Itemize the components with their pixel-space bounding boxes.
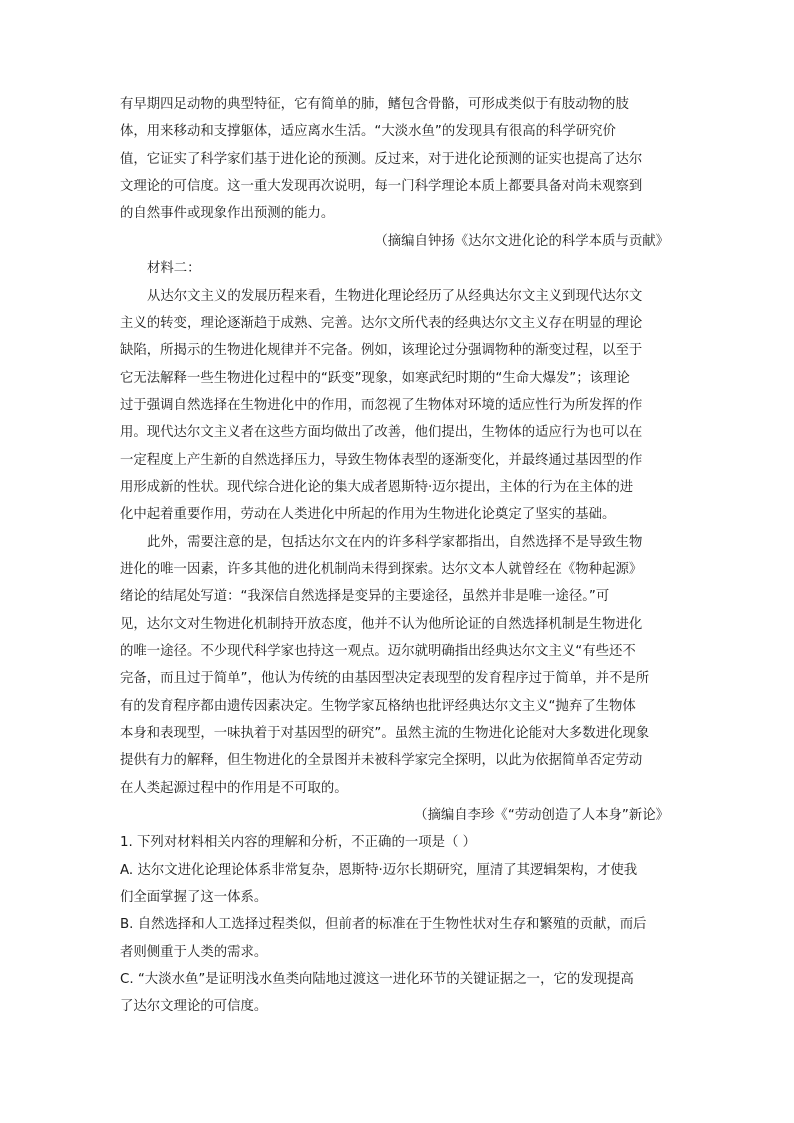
question-stem: 1. 下列对材料相关内容的理解和分析，不正确的一项是（ ） — [120, 835, 477, 850]
paragraph3-line: 见，达尔文对生物进化机制持开放态度，他并不认为他所论证的自然选择机制是生物进化 — [120, 617, 643, 632]
option-a-line: 们全面掌握了这一体系。 — [120, 890, 268, 905]
paragraph2-line: 一定程度上产生新的自然选择压力，导致生物体表型的逐渐变化，并最终通过基因型的作 — [120, 453, 643, 468]
passage1-line: 值，它证实了科学家们基于进化论的预测。反过来，对于进化论预测的证实也提高了达尔 — [120, 152, 643, 167]
passage1-line: 体，用来移动和支撑躯体，适应离水生活。“大淡水鱼”的发现具有很高的科学研究价 — [120, 124, 616, 139]
paragraph3-line: 在人类起源过程中的作用是不可取的。 — [120, 781, 348, 796]
paragraph2-line: 化中起着重要作用，劳动在人类进化中所起的作用为生物进化论奠定了坚实的基础。 — [120, 507, 616, 522]
paragraph2-line: 从达尔文主义的发展历程来看，生物进化理论经历了从经典达尔文主义到现代达尔文 — [147, 289, 643, 304]
paragraph3-line: 此外，需要注意的是，包括达尔文在内的许多科学家都指出，自然选择不是导致生物 — [147, 535, 643, 550]
paragraph2-line: 它无法解释一些生物进化过程中的“跃变”现象，如寒武纪时期的“生命大爆发”；该理论 — [120, 371, 630, 386]
option-a-line: A. 达尔文进化论理论体系非常复杂，恩斯特·迈尔长期研究，厘清了其逻辑架构，才使我 — [120, 863, 638, 878]
option-b-line: B. 自然选择和人工选择过程类似，但前者的标准在于生物性状对生存和繁殖的贡献，而后 — [120, 917, 647, 932]
paragraph3-line: 提供有力的解释，但生物进化的全景图并未被科学家完全探明，以此为依据简单否定劳动 — [120, 753, 643, 768]
passage1-line: 的自然事件或现象作出预测的能力。 — [120, 206, 335, 221]
paragraph3-line: 本身和表现型，一味执着于对基因型的研究”。虽然主流的生物进化论能对大多数进化现象 — [120, 726, 650, 741]
paragraph2-line: 缺陷，所揭示的生物进化规律并不完备。例如，该理论过分强调物种的渐变过程，以至于 — [120, 343, 643, 358]
passage1-line: 文理论的可信度。这一重大发现再次说明，每一门科学理论本质上都要具备对尚未观察到 — [120, 179, 643, 194]
source-citation-1: （摘编自钟扬《达尔文进化论的科学本质与贡献》 — [374, 234, 669, 249]
option-c-line: 了达尔文理论的可信度。 — [120, 999, 268, 1014]
paragraph2-line: 用形成新的性状。现代综合进化论的集大成者恩斯特·迈尔提出，主体的行为在主体的进 — [120, 480, 634, 495]
option-b-line: 者则侧重于人类的需求。 — [120, 945, 268, 960]
passage1-line: 有早期四足动物的典型特征，它有简单的肺，鳍包含骨骼，可形成类似于有肢动物的肢 — [120, 97, 629, 112]
paragraph3-line: 完备，而且过于简单”，他认为传统的由基因型决定表现型的发育程序过于简单，并不是所 — [120, 671, 650, 686]
material2-heading: 材料二： — [147, 261, 201, 276]
paragraph3-line: 的唯一途径。不少现代科学家也持这一观点。迈尔就明确指出经典达尔文主义“有些还不 — [120, 644, 636, 659]
option-c-line: C. “大淡水鱼”是证明浅水鱼类向陆地过渡这一进化环节的关键证据之一，它的发现提高 — [120, 972, 634, 987]
paragraph2-line: 主义的转变，理论逐渐趋于成熟、完善。达尔文所代表的经典达尔文主义存在明显的理论 — [120, 316, 643, 331]
paragraph3-line: 绪论的结尾处写道：“我深信自然选择是变异的主要途径，虽然并非是唯一途径。”可 — [120, 589, 610, 604]
paragraph3-line: 有的发育程序都由遗传因素决定。生物学家瓦格纳也批评经典达尔文主义“抛弃了生物体 — [120, 699, 636, 714]
paragraph2-line: 用。现代达尔文主义者在这些方面均做出了改善，他们提出，生物体的适应行为也可以在 — [120, 425, 643, 440]
paragraph3-line: 进化的唯一因素，许多其他的进化机制尚未得到探索。达尔文本人就曾经在《物种起源》 — [120, 562, 643, 577]
source-citation-2: （摘编自李珍《“劳动创造了人本身”新论》 — [414, 808, 669, 823]
paragraph2-line: 过于强调自然选择在生物进化中的作用，而忽视了生物体对环境的适应性行为所发挥的作 — [120, 398, 643, 413]
